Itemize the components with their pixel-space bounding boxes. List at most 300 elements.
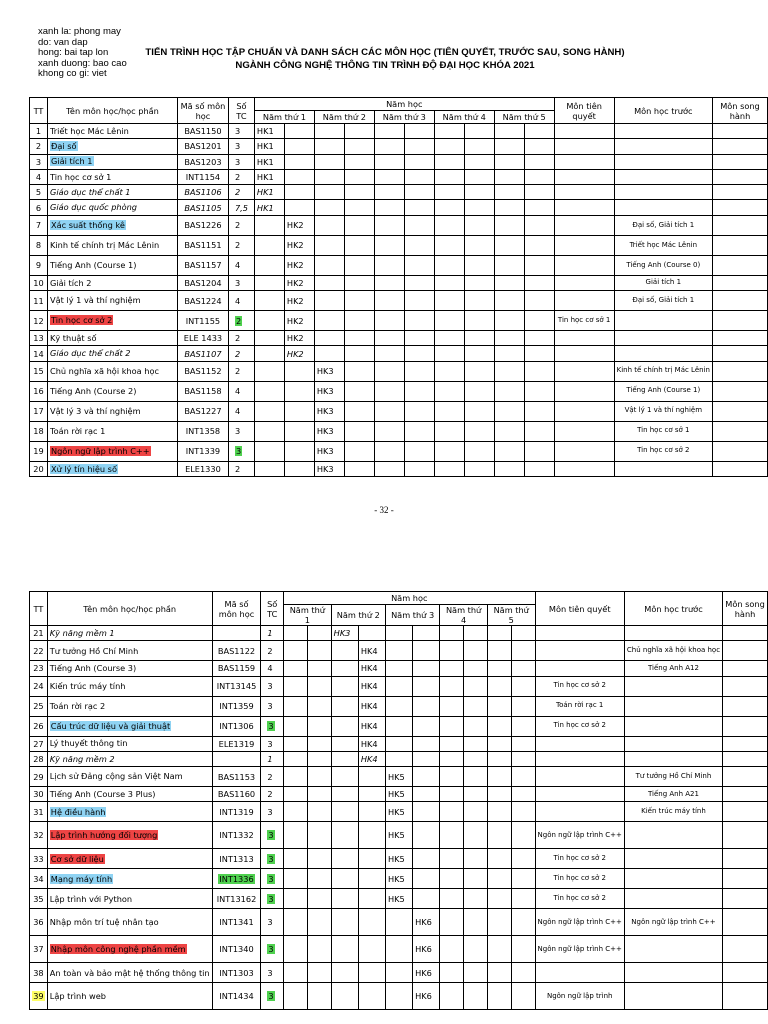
semester-cell — [374, 361, 404, 381]
prerequisite — [535, 751, 624, 766]
credits-text: 2 — [234, 463, 241, 474]
semester-text: HK2 — [286, 277, 304, 288]
semester-cell — [254, 331, 284, 346]
semester-cell — [404, 381, 434, 401]
semester-cell — [284, 767, 308, 787]
parallel-course — [723, 736, 768, 751]
semester-cell — [440, 983, 464, 1010]
credits-text: 3 — [234, 426, 241, 437]
semester-cell — [307, 936, 331, 963]
semester-cell — [314, 401, 344, 421]
semester-cell — [344, 346, 374, 361]
credits-text: 3 — [234, 277, 241, 288]
credits-text: 4 — [267, 663, 273, 674]
row-number — [30, 235, 48, 255]
row-number — [30, 936, 48, 963]
semester-cell — [524, 185, 554, 200]
semester-text: HK3 — [316, 426, 334, 437]
semester-cell — [374, 255, 404, 275]
semester-cell — [434, 401, 464, 421]
semester-cell — [434, 441, 464, 461]
semester-cell — [413, 641, 440, 661]
row-number — [30, 154, 48, 169]
course-name-text: Giáo dục quốc phòng — [49, 202, 138, 213]
semester-cell — [358, 676, 385, 696]
semester-cell — [307, 736, 331, 751]
semester-cell — [331, 802, 358, 822]
semester-cell — [487, 889, 511, 909]
course-code — [212, 822, 261, 849]
semester-cell — [374, 235, 404, 255]
course-name-text: Đại số — [50, 141, 77, 152]
semester-cell — [440, 661, 464, 676]
semester-cell — [511, 641, 535, 661]
semester-cell — [434, 185, 464, 200]
semester-cell — [254, 139, 284, 154]
course-code-text: BAS1159 — [217, 663, 256, 674]
parallel-course — [723, 787, 768, 802]
semester-cell — [440, 822, 464, 849]
semester-cell — [358, 751, 385, 766]
row-number — [30, 802, 48, 822]
course-name — [47, 185, 177, 200]
parallel-course — [723, 676, 768, 696]
semester-cell — [385, 716, 412, 736]
credits — [228, 361, 254, 381]
prerequisite — [535, 676, 624, 696]
row-number-text: 24 — [33, 681, 44, 692]
semester-text: HK5 — [387, 806, 405, 817]
semester-cell — [404, 331, 434, 346]
row-number — [30, 381, 48, 401]
semester-cell — [494, 401, 524, 421]
course-code-text: INT1154 — [185, 172, 221, 183]
table-row — [30, 802, 768, 822]
semester-cell — [358, 767, 385, 787]
course-code — [177, 381, 228, 401]
semester-cell — [464, 869, 488, 889]
course-code — [177, 331, 228, 346]
course-code-text: BAS1226 — [184, 220, 222, 231]
course-code — [212, 661, 261, 676]
semester-cell — [511, 849, 535, 869]
course-name — [47, 441, 177, 461]
previous-course — [614, 200, 712, 215]
course-name-text: Tiếng Anh (Course 3) — [49, 663, 137, 674]
semester-cell — [434, 200, 464, 215]
semester-cell — [254, 215, 284, 235]
credits-text: 1 — [267, 628, 273, 639]
row-number — [30, 661, 48, 676]
semester-cell — [307, 767, 331, 787]
semester-cell — [358, 849, 385, 869]
semester-cell — [440, 787, 464, 802]
semester-cell — [385, 802, 412, 822]
semester-cell — [404, 235, 434, 255]
table-row — [30, 626, 768, 641]
parallel-course — [723, 626, 768, 641]
credits-text: 2 — [234, 366, 241, 377]
course-code — [212, 909, 261, 936]
row-number-text: 22 — [33, 645, 44, 656]
semester-text: HK2 — [286, 240, 304, 251]
credits-text: 2 — [234, 187, 241, 198]
table-row — [30, 185, 768, 200]
semester-cell — [487, 802, 511, 822]
semester-cell — [284, 802, 308, 822]
course-name-text: Cấu trúc dữ liệu và giải thuật — [50, 720, 171, 731]
table-row — [30, 736, 768, 751]
header-tt: TT — [30, 592, 48, 626]
semester-cell — [524, 421, 554, 441]
semester-cell — [511, 909, 535, 936]
semester-cell — [254, 124, 284, 139]
semester-cell — [374, 311, 404, 331]
course-name-text: Tiếng Anh (Course 2) — [49, 385, 137, 396]
semester-cell — [511, 751, 535, 766]
semester-cell — [404, 441, 434, 461]
semester-cell — [314, 441, 344, 461]
course-name — [47, 822, 212, 849]
semester-cell — [511, 963, 535, 983]
semester-cell — [284, 311, 314, 331]
semester-cell — [307, 822, 331, 849]
course-name-text: Kỹ thuật số — [49, 332, 97, 343]
credits — [261, 889, 284, 909]
course-name — [47, 716, 212, 736]
semester-cell — [434, 361, 464, 381]
semester-cell — [358, 696, 385, 716]
semester-cell — [487, 963, 511, 983]
row-number — [30, 421, 48, 441]
semester-cell — [464, 767, 488, 787]
course-name — [47, 787, 212, 802]
table-row — [30, 661, 768, 676]
previous-course-text: Tiếng Anh (Course 1) — [626, 386, 701, 395]
parallel-course — [712, 311, 767, 331]
credits — [261, 716, 284, 736]
semester-cell — [524, 200, 554, 215]
credits-text: 3 — [268, 893, 274, 904]
course-code-text: BAS1160 — [217, 789, 256, 800]
credits — [228, 346, 254, 361]
course-name-text: Mạng máy tính — [50, 873, 113, 884]
semester-cell — [385, 676, 412, 696]
course-name-text: Tiếng Anh (Course 1) — [49, 260, 137, 271]
header-course-name: Tên môn học/học phần — [47, 592, 212, 626]
semester-cell — [404, 154, 434, 169]
semester-cell — [284, 275, 314, 290]
legend-line: khong co gi: viet — [38, 68, 107, 79]
row-number-text: 33 — [33, 853, 44, 864]
semester-cell — [331, 869, 358, 889]
semester-cell — [464, 787, 488, 802]
course-name-text: Kỹ năng mềm 1 — [49, 627, 115, 638]
previous-course — [624, 626, 722, 641]
row-number-text: 36 — [33, 917, 44, 928]
semester-cell — [413, 661, 440, 676]
prerequisite — [535, 787, 624, 802]
table-row — [30, 154, 768, 169]
prerequisite — [535, 767, 624, 787]
credits-text: 3 — [267, 738, 273, 749]
semester-cell — [374, 331, 404, 346]
semester-cell — [314, 275, 344, 290]
table-row — [30, 751, 768, 766]
semester-cell — [413, 716, 440, 736]
semester-cell — [404, 361, 434, 381]
semester-cell — [524, 275, 554, 290]
semester-cell — [404, 255, 434, 275]
table-row — [30, 767, 768, 787]
semester-cell — [284, 346, 314, 361]
course-code — [177, 154, 228, 169]
semester-cell — [464, 676, 488, 696]
semester-cell — [358, 626, 385, 641]
semester-cell — [374, 291, 404, 311]
row-number — [30, 736, 48, 751]
row-number-text: 7 — [35, 220, 42, 231]
credits-text: 2 — [267, 645, 273, 656]
semester-cell — [314, 421, 344, 441]
semester-cell — [434, 291, 464, 311]
semester-cell — [284, 751, 308, 766]
prerequisite — [554, 215, 614, 235]
semester-cell — [314, 311, 344, 331]
semester-cell — [307, 869, 331, 889]
credits — [228, 311, 254, 331]
prerequisite-text: Tin học cơ sở 2 — [553, 874, 606, 883]
semester-cell — [331, 641, 358, 661]
semester-cell — [344, 235, 374, 255]
semester-cell — [434, 124, 464, 139]
semester-cell — [284, 626, 308, 641]
credits — [228, 124, 254, 139]
semester-cell — [464, 200, 494, 215]
semester-cell — [511, 822, 535, 849]
course-name — [47, 909, 212, 936]
previous-course-text: Tin học cơ sở 2 — [637, 446, 690, 455]
semester-cell — [344, 185, 374, 200]
semester-cell — [434, 461, 464, 476]
semester-cell — [331, 963, 358, 983]
credits-text: 4 — [234, 295, 241, 306]
parallel-course — [723, 767, 768, 787]
header-course-code: Mã số môn học — [177, 98, 228, 124]
row-number-text: 37 — [33, 944, 44, 955]
semester-cell — [284, 889, 308, 909]
curriculum-table-1 — [29, 97, 768, 477]
semester-cell — [344, 421, 374, 441]
course-code-text: BAS1203 — [184, 156, 222, 167]
semester-text: HK6 — [415, 944, 432, 955]
semester-cell — [404, 185, 434, 200]
document-title — [140, 46, 630, 72]
semester-cell — [413, 822, 440, 849]
semester-cell — [524, 235, 554, 255]
row-number — [30, 909, 48, 936]
table-row — [30, 401, 768, 421]
credits-text: 2 — [234, 348, 241, 359]
course-code-text: BAS1151 — [184, 240, 222, 251]
parallel-course — [712, 401, 767, 421]
course-code — [212, 983, 261, 1010]
row-number-text: 30 — [33, 789, 44, 800]
course-code-text: BAS1201 — [184, 141, 222, 152]
course-code — [212, 849, 261, 869]
previous-course — [624, 802, 722, 822]
semester-cell — [464, 641, 488, 661]
course-code — [177, 361, 228, 381]
header-year-3: Năm thứ 3 — [385, 605, 439, 626]
prerequisite-text: Tin học cơ sở 2 — [553, 894, 606, 903]
curriculum-table-2 — [29, 591, 768, 1010]
course-name-text: Xác suất thống kê — [50, 220, 125, 231]
semester-cell — [314, 124, 344, 139]
row-number-text: 11 — [33, 295, 44, 306]
header-year-5: Năm thứ 5 — [494, 111, 554, 124]
prerequisite — [554, 154, 614, 169]
row-number-text: 13 — [33, 333, 44, 344]
table-row — [30, 200, 768, 215]
semester-cell — [344, 154, 374, 169]
credits-text: 4 — [234, 386, 241, 397]
prerequisite — [554, 169, 614, 184]
semester-cell — [494, 291, 524, 311]
semester-cell — [331, 767, 358, 787]
semester-cell — [344, 381, 374, 401]
semester-cell — [464, 696, 488, 716]
header-year-1: Năm thứ 1 — [254, 111, 314, 124]
semester-text: HK3 — [316, 406, 334, 417]
semester-cell — [440, 626, 464, 641]
table-row — [30, 869, 768, 889]
legend-line: hong: bai tap lon — [38, 47, 109, 58]
course-code-text: BAS1105 — [184, 202, 222, 213]
parallel-course — [723, 963, 768, 983]
previous-course — [614, 169, 712, 184]
table-row — [30, 291, 768, 311]
semester-cell — [494, 421, 524, 441]
prerequisite — [535, 802, 624, 822]
course-code — [177, 255, 228, 275]
semester-cell — [494, 169, 524, 184]
semester-cell — [524, 441, 554, 461]
table-row — [30, 331, 768, 346]
row-number — [30, 139, 48, 154]
row-number — [30, 767, 48, 787]
header-credits: Số TC — [228, 98, 254, 124]
row-number-text: 35 — [33, 893, 44, 904]
semester-cell — [524, 331, 554, 346]
page-number: - 32 - — [374, 505, 394, 515]
credits-text: 2 — [267, 771, 273, 782]
course-code — [177, 291, 228, 311]
semester-cell — [344, 401, 374, 421]
semester-cell — [284, 381, 314, 401]
semester-cell — [331, 751, 358, 766]
semester-cell — [464, 909, 488, 936]
parallel-course — [723, 716, 768, 736]
semester-cell — [404, 169, 434, 184]
row-number-text: 34 — [33, 873, 44, 884]
row-number-text: 28 — [33, 754, 44, 765]
previous-course — [614, 461, 712, 476]
semester-cell — [374, 441, 404, 461]
row-number-text: 27 — [33, 738, 44, 749]
semester-cell — [494, 235, 524, 255]
parallel-course — [723, 849, 768, 869]
semester-cell — [434, 311, 464, 331]
credits-text: 1 — [267, 754, 273, 765]
semester-cell — [385, 626, 412, 641]
semester-cell — [284, 139, 314, 154]
previous-course — [624, 716, 722, 736]
header-course-code: Mã số môn học — [212, 592, 261, 626]
semester-cell — [344, 441, 374, 461]
row-number — [30, 215, 48, 235]
semester-cell — [464, 361, 494, 381]
semester-cell — [464, 169, 494, 184]
prerequisite — [535, 822, 624, 849]
semester-cell — [487, 849, 511, 869]
semester-cell — [284, 641, 308, 661]
course-code-text: INT1303 — [219, 967, 254, 978]
semester-cell — [344, 215, 374, 235]
semester-cell — [344, 169, 374, 184]
row-number — [30, 869, 48, 889]
semester-cell — [404, 311, 434, 331]
course-name-text: Toán rời rạc 1 — [49, 425, 106, 436]
course-name — [47, 291, 177, 311]
semester-cell — [413, 767, 440, 787]
prerequisite — [554, 235, 614, 255]
parallel-course — [712, 291, 767, 311]
semester-cell — [358, 822, 385, 849]
table-row — [30, 275, 768, 290]
course-name-text: Giáo dục thể chất 2 — [49, 348, 131, 359]
semester-cell — [440, 716, 464, 736]
prerequisite — [535, 661, 624, 676]
semester-cell — [385, 909, 412, 936]
semester-cell — [254, 185, 284, 200]
semester-cell — [284, 124, 314, 139]
credits-text: 3 — [267, 701, 273, 712]
semester-text: HK2 — [286, 333, 304, 344]
header-course-name: Tên môn học/học phần — [47, 98, 177, 124]
previous-course — [624, 822, 722, 849]
semester-cell — [284, 185, 314, 200]
semester-cell — [464, 802, 488, 822]
semester-cell — [314, 291, 344, 311]
legend-line: do: van dap — [38, 36, 88, 48]
semester-cell — [440, 802, 464, 822]
semester-cell — [464, 401, 494, 421]
row-number — [30, 361, 48, 381]
course-code-text: INT1359 — [219, 701, 254, 712]
semester-cell — [374, 421, 404, 441]
previous-course — [614, 255, 712, 275]
credits — [228, 139, 254, 154]
parallel-course — [712, 331, 767, 346]
previous-course — [614, 441, 712, 461]
semester-cell — [404, 421, 434, 441]
table-row — [30, 787, 768, 802]
previous-course-text: Tin học cơ sở 1 — [637, 426, 690, 435]
semester-cell — [434, 275, 464, 290]
course-name-text: Triết học Mác Lênin — [49, 125, 129, 136]
previous-course — [624, 641, 722, 661]
